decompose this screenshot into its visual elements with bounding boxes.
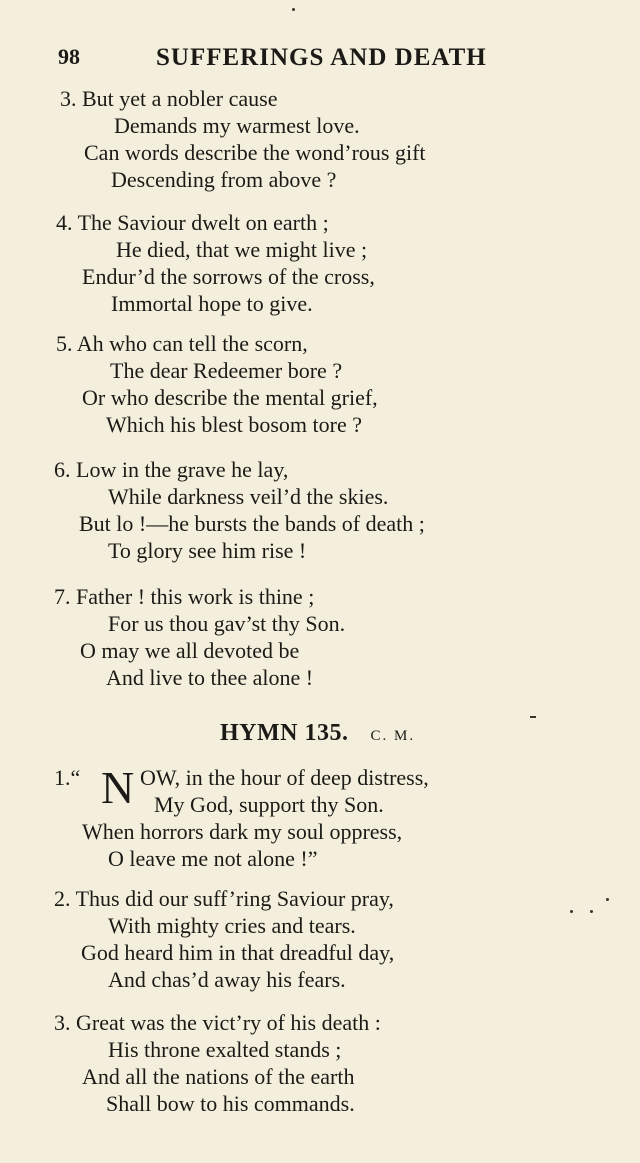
verse-line: 5. Ah who can tell the scorn, (56, 331, 308, 356)
verse-line: O may we all devoted be (80, 638, 300, 663)
verse-line: Endur’d the sorrows of the cross, (82, 264, 375, 289)
page-header (58, 44, 538, 78)
verse-line: For us thou gav’st thy Son. (108, 611, 346, 636)
verse-number: 1.“ (54, 765, 81, 790)
running-title: SUFFERINGS AND DEATH (156, 44, 487, 71)
verse-line: With mighty cries and tears. (108, 913, 356, 938)
verse-line: Which his blest bosom tore ? (106, 412, 363, 437)
page-number: 98 (58, 44, 80, 69)
verse-line: 6. Low in the grave he lay, (54, 457, 289, 482)
verse-line: Can words describe the wond’rous gift (84, 140, 426, 165)
verse-line: Descending from above ? (111, 167, 337, 192)
hymn-meter: C. M. (370, 728, 416, 744)
verse-line: OW, in the hour of deep distress, (140, 765, 429, 790)
verse-line: Shall bow to his commands. (106, 1091, 355, 1116)
verse-line: He died, that we might live ; (116, 237, 368, 262)
print-speck (606, 898, 609, 901)
print-speck (590, 910, 593, 913)
verse-line: While darkness veil’d the skies. (108, 484, 389, 509)
drop-cap: N (101, 762, 135, 813)
print-speck (530, 716, 536, 718)
verse-line: But lo !—he bursts the bands of death ; (79, 511, 425, 536)
verse-line: God heard him in that dreadful day, (81, 940, 395, 965)
verse-line: Or who describe the mental grief, (82, 385, 378, 410)
verse-line: To glory see him rise ! (108, 538, 307, 563)
verse-line: And live to thee alone ! (106, 665, 314, 690)
print-speck (570, 910, 573, 913)
verse-line: And all the nations of the earth (82, 1064, 355, 1089)
verse-line: 7. Father ! this work is thine ; (54, 584, 315, 609)
verse-line: 3. But yet a nobler cause (60, 86, 278, 111)
verse-line: 4. The Saviour dwelt on earth ; (56, 210, 329, 235)
verse-line: My God, support thy Son. (154, 792, 384, 817)
print-speck (292, 8, 295, 11)
verse-line: When horrors dark my soul oppress, (82, 819, 403, 844)
verse-line: The dear Redeemer bore ? (110, 358, 343, 383)
verse-line: Demands my warmest love. (114, 113, 360, 138)
hymn-title: HYMN 135. (220, 720, 349, 746)
verse-line: O leave me not alone !” (108, 846, 318, 871)
hymn-135-heading (220, 720, 415, 747)
verse-line: 2. Thus did our suff’ring Saviour pray, (54, 886, 394, 911)
verse-line: Immortal hope to give. (111, 291, 313, 316)
verse-line: And chas’d away his fears. (108, 967, 346, 992)
verse-line: 3. Great was the vict’ry of his death : (54, 1010, 381, 1035)
verse-line: His throne exalted stands ; (108, 1037, 342, 1062)
